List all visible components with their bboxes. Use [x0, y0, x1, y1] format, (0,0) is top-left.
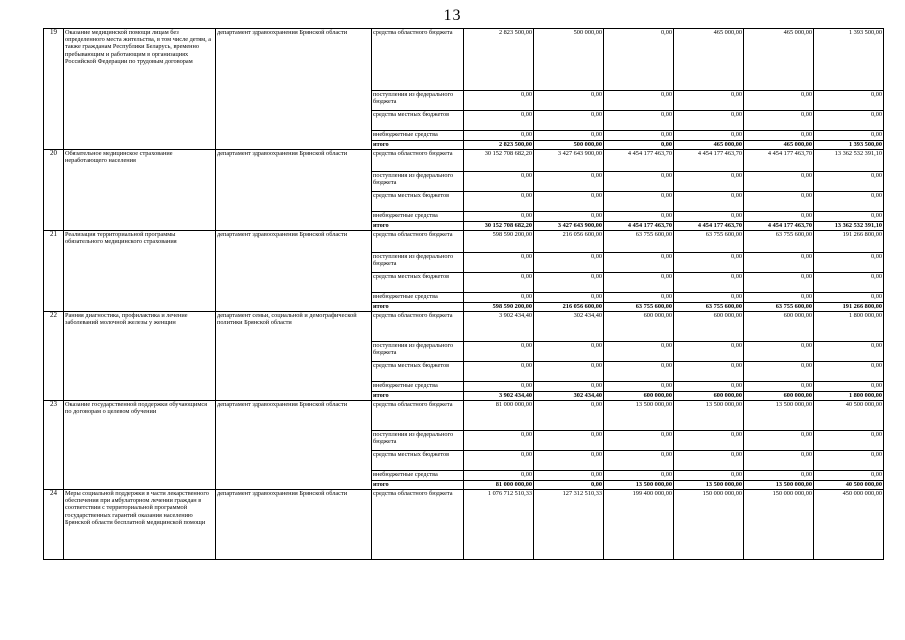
amount-cell: 465 000,00	[674, 29, 744, 91]
amount-cell: 0,00	[744, 362, 814, 382]
amount-cell: 0,00	[744, 293, 814, 303]
funding-source: внебюджетные средства	[372, 471, 464, 481]
row-number: 21	[44, 231, 64, 312]
amount-cell: 302 434,40	[534, 392, 604, 401]
funding-source: внебюджетные средства	[372, 293, 464, 303]
amount-cell: 0,00	[604, 253, 674, 273]
amount-cell: 4 454 177 463,70	[674, 150, 744, 172]
amount-cell: 63 755 600,00	[674, 303, 744, 312]
amount-cell: 0,00	[464, 342, 534, 362]
amount-cell: 0,00	[464, 192, 534, 212]
amount-cell: 4 454 177 463,70	[744, 150, 814, 172]
amount-cell: 0,00	[604, 131, 674, 141]
measure-description: Оказание государственной поддержки обучающимся по договорам о целевом обучении	[64, 401, 216, 490]
amount-cell: 600 000,00	[604, 312, 674, 342]
amount-cell: 0,00	[534, 192, 604, 212]
amount-cell: 4 454 177 463,70	[674, 222, 744, 231]
amount-cell: 0,00	[814, 293, 884, 303]
amount-cell: 0,00	[534, 111, 604, 131]
amount-cell: 81 000 000,00	[464, 481, 534, 490]
amount-cell: 0,00	[604, 342, 674, 362]
amount-cell: 0,00	[744, 212, 814, 222]
amount-cell: 13 500 000,00	[674, 481, 744, 490]
amount-cell: 0,00	[464, 111, 534, 131]
funding-source: внебюджетные средства	[372, 382, 464, 392]
amount-cell: 0,00	[674, 451, 744, 471]
amount-cell: 13 500 000,00	[604, 401, 674, 431]
amount-cell: 0,00	[814, 471, 884, 481]
row-number: 20	[44, 150, 64, 231]
funding-source: поступления из федерального бюджета	[372, 431, 464, 451]
funding-source: внебюджетные средства	[372, 131, 464, 141]
funding-source: средства местных бюджетов	[372, 362, 464, 382]
measure-description: Меры социальной поддержки в части лекарственного обеспечения при амбулаторном лечении граждан в соответствии с территориальной программой государственных гарантий оказания населению Брянской области бесплатной медицинской помощи	[64, 490, 216, 560]
table-row	[44, 150, 884, 172]
table-row	[44, 490, 884, 560]
amount-cell: 30 152 708 682,20	[464, 222, 534, 231]
funding-source: поступления из федерального бюджета	[372, 91, 464, 111]
amount-cell: 0,00	[464, 382, 534, 392]
amount-cell: 40 500 000,00	[814, 401, 884, 431]
amount-cell: 0,00	[464, 172, 534, 192]
amount-cell: 0,00	[534, 451, 604, 471]
amount-cell: 0,00	[674, 471, 744, 481]
amount-cell: 1 393 500,00	[814, 141, 884, 150]
amount-cell: 127 312 510,33	[534, 490, 604, 560]
amount-cell: 0,00	[814, 131, 884, 141]
amount-cell: 0,00	[674, 91, 744, 111]
amount-cell: 0,00	[674, 111, 744, 131]
amount-cell: 0,00	[814, 91, 884, 111]
responsible-department: департамент здравоохранения Брянской области	[216, 490, 372, 560]
amount-cell: 13 362 532 391,10	[814, 150, 884, 172]
funding-source: средства местных бюджетов	[372, 273, 464, 293]
amount-cell: 13 500 000,00	[674, 401, 744, 431]
amount-cell: 0,00	[744, 91, 814, 111]
amount-cell: 0,00	[534, 342, 604, 362]
amount-cell: 13 500 000,00	[744, 481, 814, 490]
amount-cell: 1 393 500,00	[814, 29, 884, 91]
responsible-department: департамент здравоохранения Брянской области	[216, 401, 372, 490]
amount-cell: 0,00	[604, 111, 674, 131]
amount-cell: 600 000,00	[674, 392, 744, 401]
amount-cell: 0,00	[674, 382, 744, 392]
amount-cell: 450 000 000,00	[814, 490, 884, 560]
funding-source: поступления из федерального бюджета	[372, 172, 464, 192]
funding-source: итого	[372, 222, 464, 231]
amount-cell: 150 000 000,00	[674, 490, 744, 560]
amount-cell: 0,00	[674, 172, 744, 192]
amount-cell: 0,00	[814, 172, 884, 192]
amount-cell: 81 000 000,00	[464, 401, 534, 431]
funding-source: итого	[372, 392, 464, 401]
amount-cell: 0,00	[744, 431, 814, 451]
amount-cell: 0,00	[604, 141, 674, 150]
amount-cell: 0,00	[464, 131, 534, 141]
amount-cell: 0,00	[814, 362, 884, 382]
amount-cell: 1 800 000,00	[814, 312, 884, 342]
amount-cell: 40 500 000,00	[814, 481, 884, 490]
amount-cell: 0,00	[604, 362, 674, 382]
amount-cell: 0,00	[814, 431, 884, 451]
amount-cell: 0,00	[464, 293, 534, 303]
amount-cell: 0,00	[814, 273, 884, 293]
amount-cell: 0,00	[534, 131, 604, 141]
amount-cell: 2 823 500,00	[464, 29, 534, 91]
amount-cell: 63 755 600,00	[744, 231, 814, 253]
amount-cell: 3 902 434,40	[464, 312, 534, 342]
amount-cell: 4 454 177 463,70	[604, 150, 674, 172]
program-funding-table	[43, 28, 884, 560]
amount-cell: 63 755 600,00	[604, 231, 674, 253]
amount-cell: 0,00	[534, 471, 604, 481]
row-number: 24	[44, 490, 64, 560]
amount-cell: 0,00	[744, 131, 814, 141]
amount-cell: 302 434,40	[534, 312, 604, 342]
amount-cell: 13 362 532 391,10	[814, 222, 884, 231]
responsible-department: департамент здравоохранения Брянской области	[216, 150, 372, 231]
amount-cell: 1 800 000,00	[814, 392, 884, 401]
amount-cell: 0,00	[674, 212, 744, 222]
responsible-department: департамент здравоохранения Брянской области	[216, 231, 372, 312]
amount-cell: 0,00	[534, 362, 604, 382]
amount-cell: 0,00	[744, 172, 814, 192]
amount-cell: 0,00	[674, 192, 744, 212]
funding-source: поступления из федерального бюджета	[372, 253, 464, 273]
amount-cell: 600 000,00	[744, 312, 814, 342]
amount-cell: 0,00	[604, 273, 674, 293]
amount-cell: 0,00	[744, 471, 814, 481]
amount-cell: 500 000,00	[534, 29, 604, 91]
amount-cell: 0,00	[674, 362, 744, 382]
funding-source: средства областного бюджета	[372, 29, 464, 91]
amount-cell: 13 500 000,00	[604, 481, 674, 490]
amount-cell: 0,00	[534, 401, 604, 431]
amount-cell: 63 755 600,00	[604, 303, 674, 312]
row-number: 22	[44, 312, 64, 401]
amount-cell: 0,00	[534, 212, 604, 222]
amount-cell: 465 000,00	[744, 29, 814, 91]
amount-cell: 216 056 600,00	[534, 231, 604, 253]
funding-source: средства областного бюджета	[372, 231, 464, 253]
table-row	[44, 231, 884, 253]
amount-cell: 3 902 434,40	[464, 392, 534, 401]
amount-cell: 0,00	[674, 293, 744, 303]
amount-cell: 0,00	[814, 192, 884, 212]
measure-description: Оказание медицинской помощи лицам без определенного места жительства, в том числе детям, а также гражданам Республики Беларусь, временно пребывающим и работающим в организациях Российской Федерации по трудовым договорам	[64, 29, 216, 150]
amount-cell: 0,00	[674, 131, 744, 141]
funding-source: итого	[372, 141, 464, 150]
amount-cell: 0,00	[464, 253, 534, 273]
amount-cell: 0,00	[744, 273, 814, 293]
amount-cell: 598 590 200,00	[464, 231, 534, 253]
row-number: 19	[44, 29, 64, 150]
amount-cell: 0,00	[814, 382, 884, 392]
amount-cell: 0,00	[604, 382, 674, 392]
amount-cell: 0,00	[814, 451, 884, 471]
amount-cell: 600 000,00	[744, 392, 814, 401]
amount-cell: 0,00	[534, 273, 604, 293]
amount-cell: 0,00	[604, 471, 674, 481]
amount-cell: 30 152 708 682,20	[464, 150, 534, 172]
table-row	[44, 401, 884, 431]
amount-cell: 3 427 643 900,00	[534, 150, 604, 172]
responsible-department: департамент здравоохранения Брянской области	[216, 29, 372, 150]
amount-cell: 63 755 600,00	[744, 303, 814, 312]
amount-cell: 0,00	[604, 192, 674, 212]
amount-cell: 0,00	[744, 451, 814, 471]
amount-cell: 0,00	[534, 91, 604, 111]
page-number: 13	[443, 7, 462, 24]
amount-cell: 0,00	[604, 431, 674, 451]
table-row	[44, 312, 884, 342]
row-number: 23	[44, 401, 64, 490]
amount-cell: 0,00	[604, 29, 674, 91]
funding-source: средства местных бюджетов	[372, 192, 464, 212]
amount-cell: 0,00	[464, 451, 534, 471]
measure-description: Обязательное медицинское страхование неработающего населения	[64, 150, 216, 231]
funding-source: поступления из федерального бюджета	[372, 342, 464, 362]
amount-cell: 465 000,00	[674, 141, 744, 150]
measure-description: Ранняя диагностика, профилактика и лечение заболеваний молочной железы у женщин	[64, 312, 216, 401]
funding-source: средства местных бюджетов	[372, 451, 464, 471]
amount-cell: 0,00	[674, 273, 744, 293]
amount-cell: 598 590 200,00	[464, 303, 534, 312]
amount-cell: 0,00	[744, 111, 814, 131]
amount-cell: 0,00	[464, 212, 534, 222]
amount-cell: 4 454 177 463,70	[744, 222, 814, 231]
amount-cell: 2 823 500,00	[464, 141, 534, 150]
amount-cell: 191 266 800,00	[814, 303, 884, 312]
amount-cell: 191 266 800,00	[814, 231, 884, 253]
amount-cell: 13 500 000,00	[744, 401, 814, 431]
amount-cell: 0,00	[604, 212, 674, 222]
amount-cell: 0,00	[534, 382, 604, 392]
amount-cell: 465 000,00	[744, 141, 814, 150]
amount-cell: 4 454 177 463,70	[604, 222, 674, 231]
amount-cell: 500 000,00	[534, 141, 604, 150]
amount-cell: 0,00	[534, 481, 604, 490]
funding-source: средства областного бюджета	[372, 401, 464, 431]
amount-cell: 0,00	[534, 253, 604, 273]
amount-cell: 600 000,00	[604, 392, 674, 401]
amount-cell: 0,00	[464, 471, 534, 481]
amount-cell: 0,00	[674, 431, 744, 451]
funding-source: итого	[372, 303, 464, 312]
amount-cell: 150 000 000,00	[744, 490, 814, 560]
funding-source: средства областного бюджета	[372, 150, 464, 172]
amount-cell: 600 000,00	[674, 312, 744, 342]
measure-description: Реализация территориальной программы обязательного медицинского страхования	[64, 231, 216, 312]
amount-cell: 0,00	[814, 342, 884, 362]
amount-cell: 3 427 643 900,00	[534, 222, 604, 231]
responsible-department: департамент семьи, социальной и демографической политики Брянской области	[216, 312, 372, 401]
amount-cell: 0,00	[604, 91, 674, 111]
amount-cell: 216 056 600,00	[534, 303, 604, 312]
funding-source: итого	[372, 481, 464, 490]
funding-source: средства областного бюджета	[372, 490, 464, 560]
amount-cell: 0,00	[674, 253, 744, 273]
funding-source: средства местных бюджетов	[372, 111, 464, 131]
amount-cell: 0,00	[534, 293, 604, 303]
funding-source: средства областного бюджета	[372, 312, 464, 342]
amount-cell: 0,00	[534, 172, 604, 192]
amount-cell: 63 755 600,00	[674, 231, 744, 253]
amount-cell: 0,00	[464, 362, 534, 382]
amount-cell: 0,00	[464, 431, 534, 451]
amount-cell: 0,00	[464, 273, 534, 293]
amount-cell: 0,00	[674, 342, 744, 362]
amount-cell: 0,00	[744, 382, 814, 392]
amount-cell: 0,00	[604, 293, 674, 303]
amount-cell: 0,00	[814, 111, 884, 131]
amount-cell: 0,00	[534, 431, 604, 451]
amount-cell: 0,00	[604, 172, 674, 192]
amount-cell: 0,00	[744, 253, 814, 273]
funding-source: внебюджетные средства	[372, 212, 464, 222]
amount-cell: 0,00	[464, 91, 534, 111]
amount-cell: 0,00	[744, 342, 814, 362]
amount-cell: 0,00	[814, 212, 884, 222]
table-row	[44, 29, 884, 91]
amount-cell: 0,00	[604, 451, 674, 471]
amount-cell: 199 400 000,00	[604, 490, 674, 560]
amount-cell: 0,00	[744, 192, 814, 212]
amount-cell: 0,00	[814, 253, 884, 273]
amount-cell: 1 076 712 510,33	[464, 490, 534, 560]
